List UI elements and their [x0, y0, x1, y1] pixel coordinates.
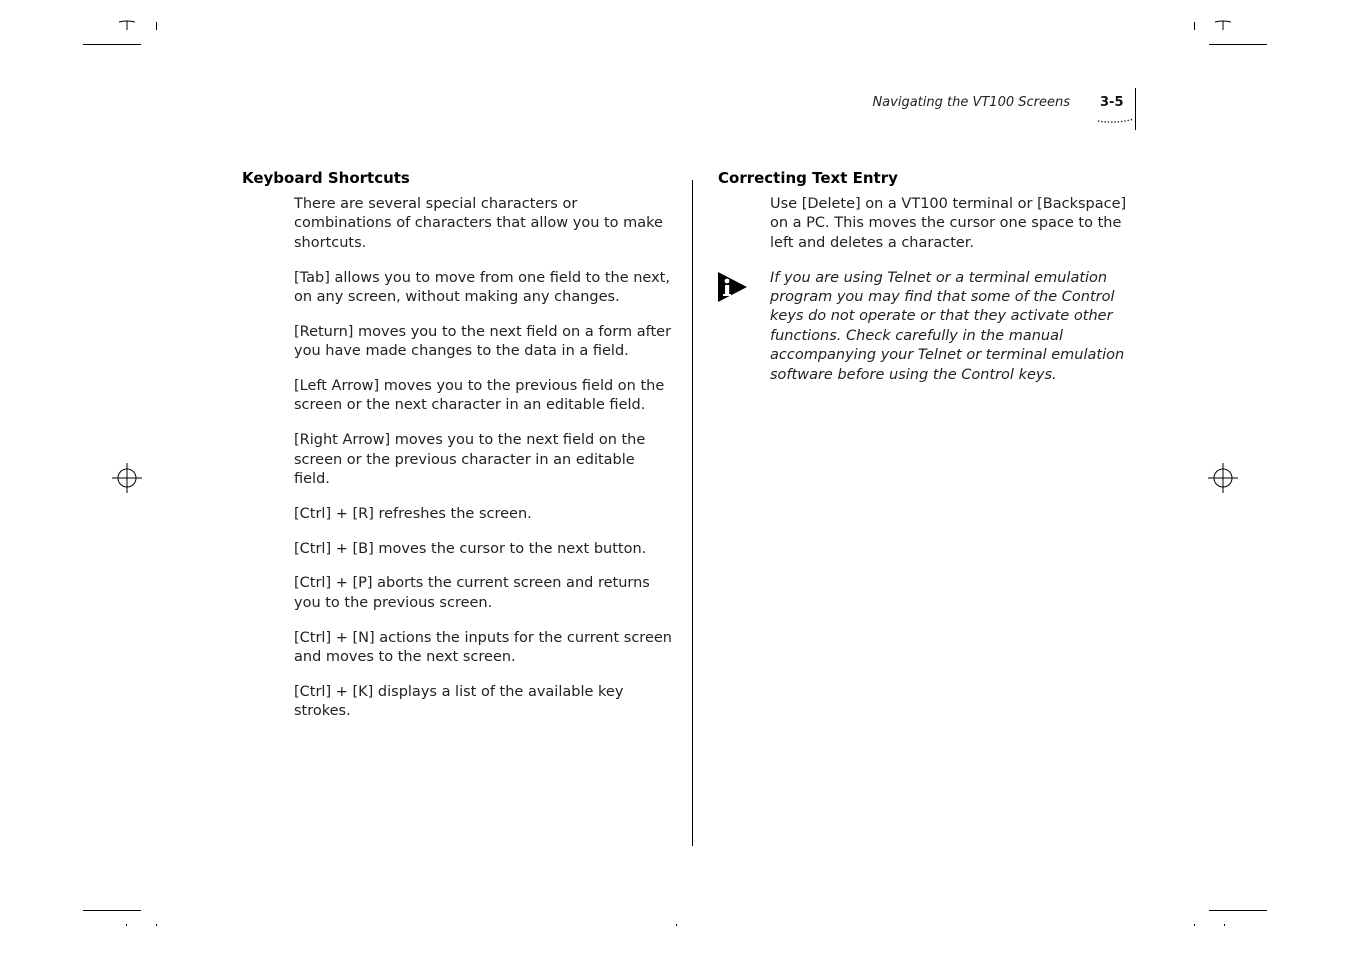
- keyboard-shortcuts-body: [294, 195, 672, 737]
- info-icon: [716, 270, 750, 304]
- paragraph: [Right Arrow] moves you to the next field on the screen or the previous character in an editable field.: [294, 432, 646, 488]
- section-heading-correcting-text-entry: Correcting Text Entry: [718, 169, 898, 187]
- crop-dot: [156, 924, 157, 926]
- crop-mark-top-left-line: [83, 44, 141, 45]
- note-text: If you are using Telnet or a terminal emulation program you may find that some of the Control keys do not operate or that they activate other functions. Check carefully in the manual accompanying your Telnet or terminal emulation software before using the Control keys.: [770, 269, 1125, 383]
- crop-tick-top-left: [156, 22, 157, 30]
- paragraph: Use [Delete] on a VT100 terminal or [Backspace] on a PC. This moves the cursor one space to the left and deletes a character.: [770, 196, 1127, 251]
- crop-mark-bottom-left-line: [83, 910, 141, 911]
- crop-dot: [676, 924, 677, 926]
- registration-tick-top-left-icon: [117, 16, 137, 32]
- paragraph: [Tab] allows you to move from one field to the next, on any screen, without making any changes.: [294, 269, 670, 306]
- registration-target-left-icon: [112, 463, 142, 493]
- registration-target-right-icon: [1208, 463, 1238, 493]
- paragraph: [Ctrl] + [R] refreshes the screen.: [294, 505, 532, 522]
- paragraph: [Left Arrow] moves you to the previous field on the screen or the next character in an editable field.: [294, 378, 665, 414]
- paragraph: [Ctrl] + [N] actions the inputs for the current screen and moves to the next screen.: [294, 629, 672, 666]
- paragraph: [Ctrl] + [B] moves the cursor to the next button.: [294, 540, 647, 557]
- page-number: 3-5: [1100, 95, 1124, 110]
- paragraph: [Ctrl] + [K] displays a list of the available key strokes.: [294, 683, 624, 720]
- crop-tick-top-right: [1194, 22, 1195, 30]
- column-divider: [692, 180, 693, 846]
- paragraph: There are several special characters or combinations of characters that allow you to make shortcuts.: [294, 196, 663, 251]
- correcting-text-entry-body: [770, 195, 1136, 400]
- running-header-title: Navigating the VT100 Screens: [872, 95, 1070, 110]
- registration-tick-top-right-icon: [1213, 16, 1233, 32]
- page-tab-dotted-curve-icon: [1096, 116, 1136, 126]
- section-heading-keyboard-shortcuts: Keyboard Shortcuts: [242, 169, 410, 187]
- paragraph: [Ctrl] + [P] aborts the current screen and returns you to the previous screen.: [294, 575, 650, 611]
- crop-dot: [1224, 924, 1225, 926]
- crop-dot: [126, 924, 127, 926]
- crop-mark-top-right-line: [1209, 44, 1267, 45]
- paragraph: [Return] moves you to the next field on a form after you have made changes to the data in a field.: [294, 323, 672, 360]
- crop-mark-bottom-right-line: [1209, 910, 1267, 911]
- crop-dot: [1194, 924, 1195, 926]
